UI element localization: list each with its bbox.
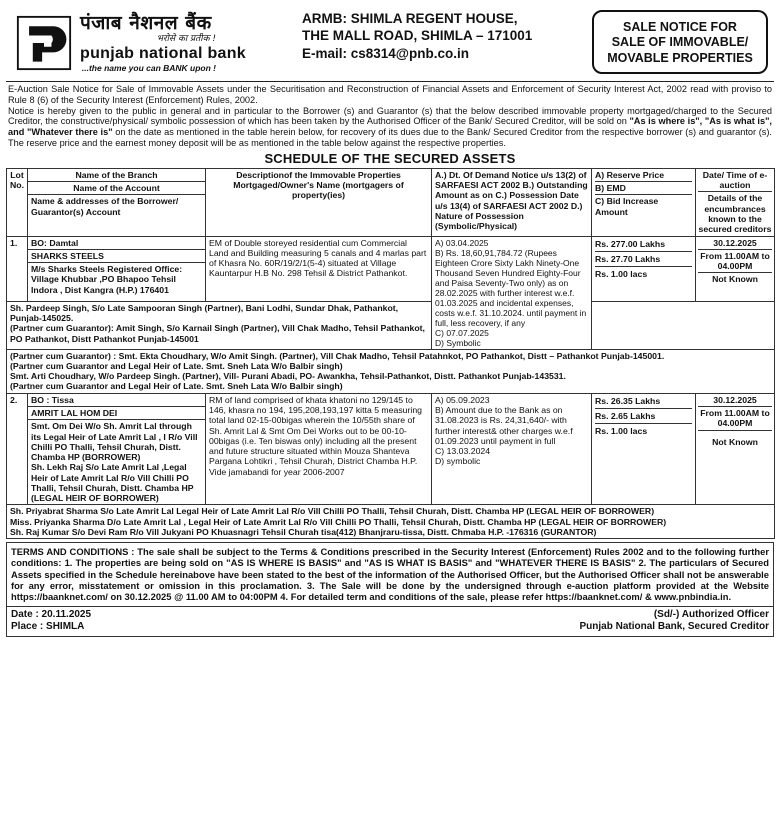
- lot-2-date: 30.12.2025: [698, 394, 772, 407]
- intro-paragraph-1: E-Auction Sale Notice for Sale of Immovable Assets under the Securitisation and Reconstruction of Financial Assets and Enforcement of Security Interest Act, 2002 read with proviso to Rule 8 (6) of the Security Interest (Enforcement) Rules, 2002.: [8, 84, 772, 105]
- lot-1-date: 30.12.2025: [698, 237, 772, 250]
- lot-2-account: AMRIT LAL HOM DEI: [28, 407, 205, 420]
- table-row: [7, 393, 775, 505]
- footer-left: [11, 609, 91, 634]
- header-reserve: A) Reserve Price: [595, 169, 692, 182]
- lot-2-encumbrance: Not Known: [712, 436, 758, 447]
- pnb-logo-icon: [16, 15, 72, 71]
- lot-1-time: From 11.00AM to 04.00PM: [698, 250, 772, 274]
- lot-1-emd: Rs. 27.70 Lakhs: [595, 252, 692, 267]
- header-emd: B) EMD: [595, 182, 692, 195]
- header-datetime: Date/ Time of e-auction: [698, 169, 772, 193]
- header-lot: Lot No.: [7, 168, 28, 236]
- lot-2-time: From 11.00AM to 04.00PM: [698, 407, 772, 431]
- schedule-title: SCHEDULE OF THE SECURED ASSETS: [264, 150, 516, 166]
- header-demand: A.) Dt. Of Demand Notice u/s 13(2) of SARFAESI ACT 2002 B.) Outstanding Amount as on C.) Possession Date u/s 13(4) of SARFAESI ACT 2002 D.) Nature of Possession (Symbolic/Physical): [432, 168, 592, 236]
- lot-1-guarantor-1: Sh. Pardeep Singh, S/o Late Sampooran Singh (Partner), Bani Lodhi, Sundar Dhak, Pathankot, Punjab-145025.: [10, 302, 399, 324]
- table-row: [7, 236, 775, 301]
- lot-1-demand-a: A) 03.04.2025 B) Rs. 18,60,91,784.72 (Rupees Eighteen Crore Sixty Lakh Ninety-One Thousand Seven Hundred: [435, 237, 580, 278]
- email-line: E-mail: cs8314@pnb.co.in: [302, 45, 469, 61]
- table-header-row: [7, 168, 775, 236]
- intro-paragraph-2: [8, 106, 772, 149]
- lot-2-legal-heirs: [7, 505, 775, 539]
- notice-date: Date : 20.11.2025: [11, 608, 92, 620]
- lot-2-emd: Rs. 2.65 Lakhs: [595, 409, 692, 424]
- lot-2-bid: Rs. 1.00 lacs: [595, 426, 648, 437]
- lot-1-number: 1.: [7, 236, 28, 301]
- lot-1-guarantor-5: Smt. Arti Choudhary, W/o Pardeep Singh. (Partner), Vill- Purani Abadi, PO- Awankha, Tehsil-Pathankot, Distt. Pathankot Punjab-143531.: [10, 371, 566, 382]
- header-account: Name of the Account: [28, 182, 205, 195]
- lot-1-guarantor-3: (Partner cum Guarantor) : Smt. Ekta Choudhary, W/o Amit Singh. (Partner), Vill Chak Madho, Tehsil Patahnkot, PO Pathankot, Distt – Pathankot Punjab-145001.: [10, 350, 665, 361]
- lot-1-demand-b: Eighty-Four and Paisa Seventy-Two only) as on 28.02.2025 with further interest w.e.f. 01.03.2025 and incidental expenses, costs w.e.f. 31.10.2024. until payment in full, less recovery, if any C) 07.07.2025 D) Symbolic: [435, 267, 587, 348]
- lot-2-heir-2: Miss. Priyanka Sharma D/o Late Amrit Lal , Legal Heir of Late Amrit Lal R/o Vill Chilli PO Thalli, Tehsil Churah, Distt. Chamba HP (LEGAL HEIR OF BORROWER): [10, 516, 667, 527]
- lot-2-reserve: Rs. 26.35 Lakhs: [595, 394, 692, 409]
- brand-name-english: punjab national bank: [80, 44, 247, 62]
- lot-2-branch: BO : Tissa: [28, 394, 205, 407]
- lot-2-heir-1: Sh. Priyabrat Sharma S/o Late Amrit Lal Legal Heir of Late Amrit Lal R/o Vill Chilli PO Thalli, Tehsil Churah, Distt. Chamba HP (LEGAL HEIR OF BORROWER): [10, 506, 655, 517]
- lot-1-demand: [432, 236, 592, 349]
- lot-1-reserve: Rs. 277.00 Lakhs: [595, 237, 692, 252]
- lot-1-guarantors: [7, 301, 432, 349]
- terms-and-conditions: TERMS AND CONDITIONS : The sale shall be subject to the Terms & Conditions prescribed in the Security Interest (Enforcement) Rules 2002 and to the following further conditions: 1. The properties are being sold on "AS IS WHERE IS BASIS" and "AS IS WHAT IS BASIS" and "WHATEVER THERE IS BASIS" 2. The particulars of Secured Assets specified in the Schedule hereinabove have been stated to the best of the information of the Authorised Officer, but the Authorised Officer shall not be answerable for any error, misstatement or omission in this proclamation. 3. The Sale will be done by the undersigned through e-auction platform provided at the Website https://baanknet.com/ on 30.12.2025 @ 11.00 AM to 04:00PM 4. For detailed term and conditions of the sale, please refer https://baanknet.com/ & www.pnbindia.in.: [6, 542, 774, 606]
- lot-2-borrower: Smt. Om Dei W/o Sh. Amrit Lal through its Legal Heir of Late Amrit Lal , I R/o Vill Chilli PO Thalli, Tehsil Churah, Distt. Chamba HP (BORROWER) Sh. Lekh Raj S/o Late Amrit Lal ,Legal Heir of Late Amrit Lal R/o Vill Chilli PO Thalli, Tehsil Churah, Distt. Chamba HP (LEGAL HEIR OF BORROWER): [31, 421, 198, 504]
- intro-text: [6, 82, 774, 149]
- header-encumbrances: Details of the encumbrances known to the secured creditors: [698, 193, 772, 235]
- bank-brand: [6, 4, 296, 81]
- header-bid: C) Bid Increase Amount: [595, 196, 659, 217]
- intro-para2-start: Notice is hereby given to the public in general and in particular to the Borrower (s) and Guarantor (s) that the below described immovable property mortgaged/charged to the Secured Creditor, the constructive/physical/ symbolic possession of which has been taken by the Authorised Officer of the Bank/ Secured Creditor, will be sold on: [8, 105, 772, 127]
- notice-title-line-3: MOVABLE PROPERTIES: [607, 50, 753, 65]
- notice-title-line-2: SALE OF IMMOVABLE/: [611, 35, 749, 50]
- notice-header: [6, 4, 774, 82]
- branch-address: [296, 4, 592, 81]
- notice-place: Place : SHIMLA: [11, 621, 85, 633]
- notice-title-box: [592, 10, 768, 74]
- header-borrower: Name & addresses of the Borrower/ Guarantor(s) Account: [31, 196, 179, 217]
- lot-2-description: RM of land comprised of khata khatoni no 129/145 to 146, khasra no 194, 195,208,193,197 kitta 5 measuring total land 02-15-00bigas wherein the 10/55th share of Sh. Amrit Lal & Smt Om Dei Works out to be 00-10-00bigas (i.e. Ten biswas only) including all the present and future structure situated within Mouza Shanteva Pargana Lohtikri , Tehsil Churah, District Chamba H.P. Vide jamabandi for year 2006-2007: [206, 393, 432, 505]
- lot-1-guarantors-more: [7, 349, 775, 393]
- intro-para2-end: on the date as mentioned in the table herein below, for recovery of its dues due to the Bank/ Secured Creditor from the respective borrower (s) and guarantor (s). The reserve price and the earnest money deposit will be as mentioned in the table below against the respective properties.: [8, 127, 772, 148]
- address-line-1: ARMB: SHIMLA REGENT HOUSE,: [302, 11, 518, 26]
- notice-footer: [6, 607, 774, 637]
- tagline-english: ...the name you can BANK upon !: [81, 63, 217, 74]
- lot-1-branch: BO: Damtal: [28, 237, 205, 250]
- lot-2-demand: A) 05.09.2023 B) Amount due to the Bank as on 31.08.2023 is Rs. 24,31,640/- with further interest& other charges w.e.f 01.09.2023 until payment in full C) 13.03.2024 D) symbolic: [432, 393, 592, 505]
- header-branch: Name of the Branch: [28, 169, 205, 182]
- lot-1-encumbrance: Not Known: [712, 274, 758, 285]
- lot-1-account: SHARKS STEELS: [28, 250, 205, 263]
- signature-block: [580, 609, 769, 634]
- signature-line-2: Punjab National Bank, Secured Creditor: [579, 621, 769, 633]
- lot-1-guarantor-4: (Partner cum Guarantor and Legal Heir of Late. Smt. Sneh Lata W/o Balbir singh): [10, 360, 343, 371]
- header-description: Descriptionof the Immovable Properties Mortgaged/Owner's Name (mortgagers of property(ies): [206, 168, 432, 236]
- tagline-hindi: भरोसे का प्रतीक !: [156, 33, 217, 44]
- lot-1-description: EM of Double storeyed residential cum Commercial Land and Building measuring 5 canals and 4 marlas part of Khasra No. 60R/19/2/1(5-4) situated at Village Kauntarpur H.B No. 298 Tehsil & District Pathankot.: [206, 236, 432, 301]
- lot-2-number: 2.: [7, 393, 28, 505]
- brand-name-hindi: पंजाब नैशनल बैंक: [80, 11, 212, 34]
- notice-title-line-1: SALE NOTICE FOR: [623, 20, 737, 34]
- address-line-2: THE MALL ROAD, SHIMLA – 171001: [302, 28, 533, 44]
- lot-1-guarantor-6: (Partner cum Guarantor and Legal Heir of Late. Smt. Sneh Lata W/o Balbir singh): [10, 381, 343, 392]
- lot-1-guarantor-2: (Partner cum Guarantor): Amit Singh, S/o Karnail Singh (Partner), Vill Chak Madho, Tehsil Pathankot, PO Pathankot, Distt Pathankot Punjab-145001: [10, 323, 425, 344]
- schedule-table: [6, 168, 775, 539]
- signature-line-1: (Sd/-) Authorized Officer: [653, 608, 769, 620]
- lot-1-bid: Rs. 1.00 lacs: [595, 269, 648, 280]
- intro-para2-basis: "As is where is", "As is what is", and "Whatever there is": [8, 116, 772, 138]
- lot-1-borrower: M/s Sharks Steels Registered Office: Village Khubbar ,PO Bhapoo Tehsil Indora , Dist Kangra (H.P.) 176401: [31, 264, 183, 295]
- lot-2-heir-3: Sh. Raj Kumar S/o Devi Ram R/o Vill Jukyani PO Khuasnagri Tehsil Churah tisa(412) Bhanjraru-tissa, Distt. Chmaba H.P. -176316 (GURANTOR): [10, 526, 597, 537]
